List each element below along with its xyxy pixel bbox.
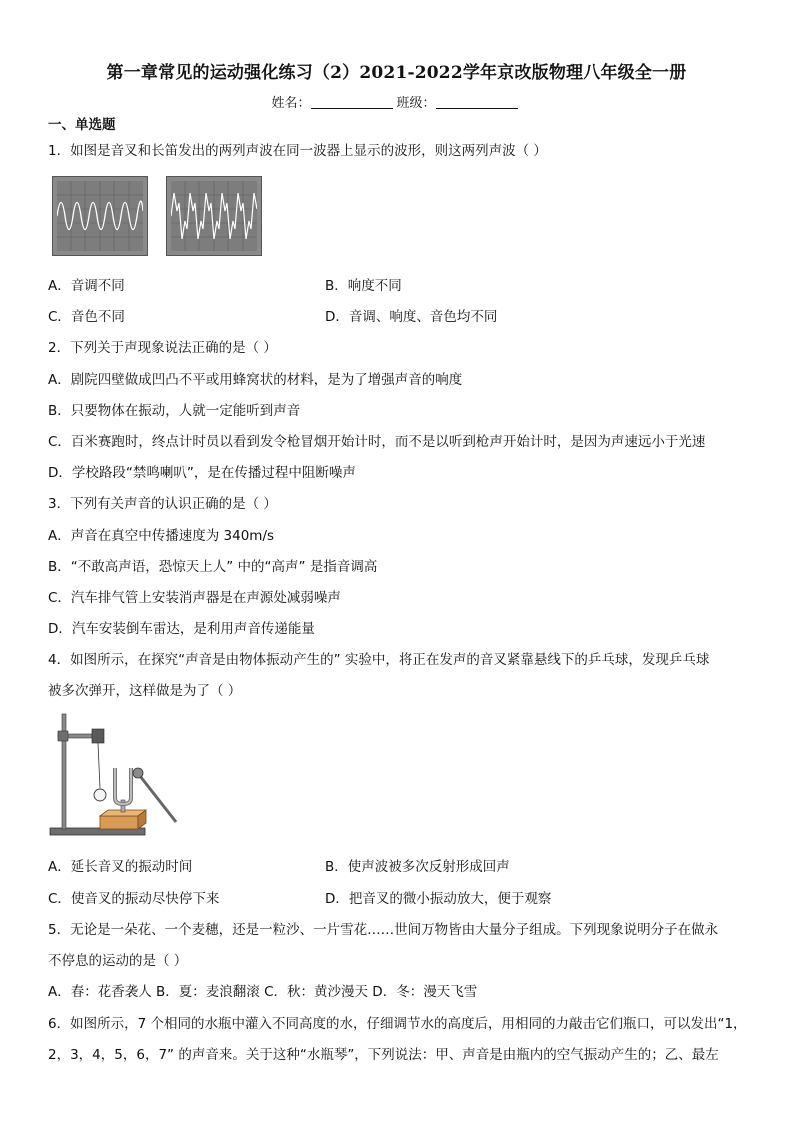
question-2-option-b: B．只要物体在振动，人就一定能听到声音	[48, 403, 301, 419]
class-blank[interactable]	[436, 96, 518, 109]
question-3-option-b: B．“不敢高声语，恐惊天上人” 中的“高声” 是指音调高	[48, 559, 378, 575]
tuning-fork-waveform-figure	[52, 176, 148, 256]
question-1-stem: 1．如图是音叉和长笛发出的两列声波在同一波器上显示的波形，则这两列声波（ ）	[48, 143, 547, 159]
question-6-stem-line-1: 6．如图所示，7 个相同的水瓶中灌入不同高度的水，仔细调节水的高度后，用相同的力敲击它们瓶口，可以发出“1，	[48, 1016, 747, 1032]
question-4-stem-line-2: 被多次弹开，这样做是为了（ ）	[48, 683, 242, 699]
flute-waveform-figure	[166, 176, 262, 256]
question-3-stem: 3．下列有关声音的认识正确的是（ ）	[48, 496, 277, 512]
question-3-option-a: A．声音在真空中传播速度为 340m/s	[48, 528, 275, 544]
question-1-option-c: C．音色不同	[48, 309, 125, 325]
question-2-option-a: A．剧院四壁做成凹凸不平或用蜂窝状的材料，是为了增强声音的响度	[48, 372, 463, 388]
question-1-option-d: D．音调、响度、音色均不同	[325, 309, 498, 325]
question-1-option-b: B．响度不同	[325, 278, 402, 294]
question-2-option-c: C．百米赛跑时，终点计时员以看到发令枪冒烟开始计时，而不是以听到枪声开始计时，是因为声速远小于光速	[48, 434, 706, 450]
name-blank[interactable]	[311, 96, 393, 109]
question-5-stem-line-1: 5．无论是一朵花、一个麦穗，还是一粒沙、一片雪花……世间万物皆由大量分子组成。下列现象说明分子在做永	[48, 922, 719, 938]
question-2-stem: 2．下列关于声现象说法正确的是（ ）	[48, 340, 277, 356]
section-heading: 一、单选题	[48, 117, 116, 133]
question-3-option-c: C．汽车排气管上安装消声器是在声源处减弱噪声	[48, 590, 341, 606]
class-label: 班级：	[396, 96, 436, 111]
name-class-line	[0, 92, 793, 111]
question-4-option-c: C．使音叉的振动尽快停下来	[48, 891, 220, 907]
tuning-fork-pingpong-apparatus-figure	[48, 710, 188, 840]
question-5-options: A．春：花香袭人 B．夏：麦浪翻滚 C．秋：黄沙漫天 D．冬：漫天飞雪	[48, 984, 478, 1000]
question-4-stem-line-1: 4．如图所示，在探究“声音是由物体振动产生的” 实验中，将正在发声的音叉紧靠悬线下的乒乓球，发现乒乓球	[48, 652, 710, 668]
page-title: 第一章常见的运动强化练习（2）2021-2022学年京改版物理八年级全一册	[106, 63, 687, 83]
question-2-option-d: D．学校路段“禁鸣喇叭”，是在传播过程中阻断噪声	[48, 465, 356, 481]
question-3-option-d: D．汽车安装倒车雷达，是利用声音传递能量	[48, 621, 315, 637]
question-4-option-b: B．使声波被多次反射形成回声	[325, 859, 510, 875]
question-5-stem-line-2: 不停息的运动的是（ ）	[48, 953, 188, 969]
name-label: 姓名：	[271, 96, 311, 111]
question-1-option-a: A．音调不同	[48, 278, 125, 294]
question-4-option-d: D．把音叉的微小振动放大，便于观察	[325, 891, 552, 907]
question-6-stem-line-2: 2，3，4，5，6，7” 的声音来。关于这种“水瓶琴”，下列说法：甲、声音是由瓶内的空气振动产生的；乙、最左	[48, 1047, 719, 1063]
question-4-option-a: A．延长音叉的振动时间	[48, 859, 193, 875]
